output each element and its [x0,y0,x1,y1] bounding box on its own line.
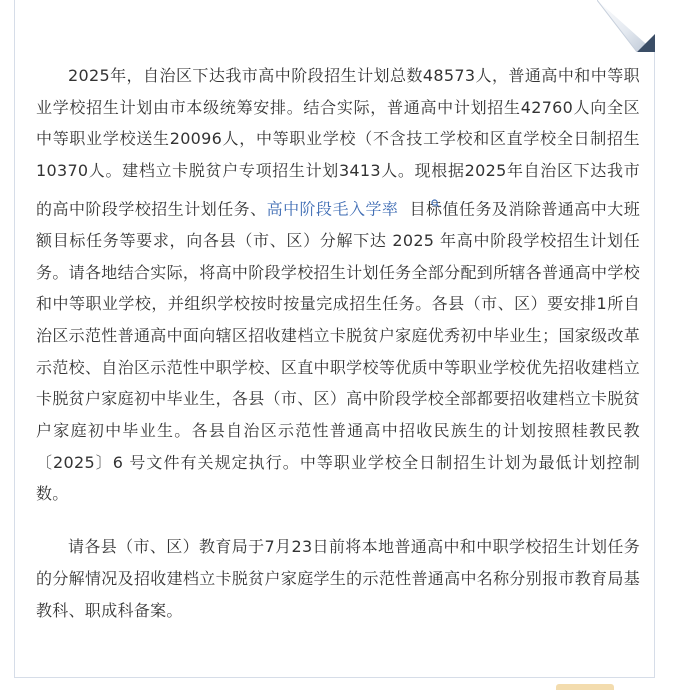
paragraph-1-text-b: 目标值任务及消除普通高中大班额目标任务等要求，向各县（市、区）分解下达 2025 年高中阶段学校招生计划任务。请各地结合实际，将高中阶段学校招生计划任务全部分配到所辖各普通高中学校和中等职业学校，并组织学校按时按量完成招生任务。各县（市、区）要安排1所自治区示范性普通高中面向辖区招收建档立卡脱贫户家庭优秀初中毕业生；国家级改革示范校、自治区示范性中职学校、区直中职学校等优质中等职业学校优先招收建档立卡脱贫户家庭初中毕业生，各县（市、区）高中阶段学校全部都要招收建档立卡脱贫户家庭初中毕业生。各县自治区示范性普通高中招收民族生的计划按照桂教民教〔2025〕6 号文件有关规定执行。中等职业学校全日制招生计划为最低计划控制数。 [36,199,640,504]
glossary-link[interactable]: 高中阶段毛入学率 [266,199,399,219]
page-curl-icon [597,0,655,52]
paragraph-1 [36,60,640,510]
bottom-tab-decoration [556,684,614,690]
article-body [36,60,640,626]
paragraph-1-text-a: 2025年，自治区下达我市高中阶段招生计划总数48573人，普通高中和中等职业学校招生计划由市本级统筹安排。结合实际，普通高中计划招生42760人向全区中等职业学校送生20096人，中等职业学校（不含技工学校和区直学校全日制招生10370人。建档立卡脱贫户专项招生计划3413人。现根据2025年自治区下达我市的高中阶段学校招生计划任务、 [36,66,640,219]
search-icon[interactable] [399,187,408,196]
paragraph-2: 请各县（市、区）教育局于7月23日前将本地普通高中和中职学校招生计划任务的分解情况及招收建档立卡脱贫户家庭学生的示范性普通高中名称分别报市教育局基教科、职成科备案。 [36,537,640,620]
